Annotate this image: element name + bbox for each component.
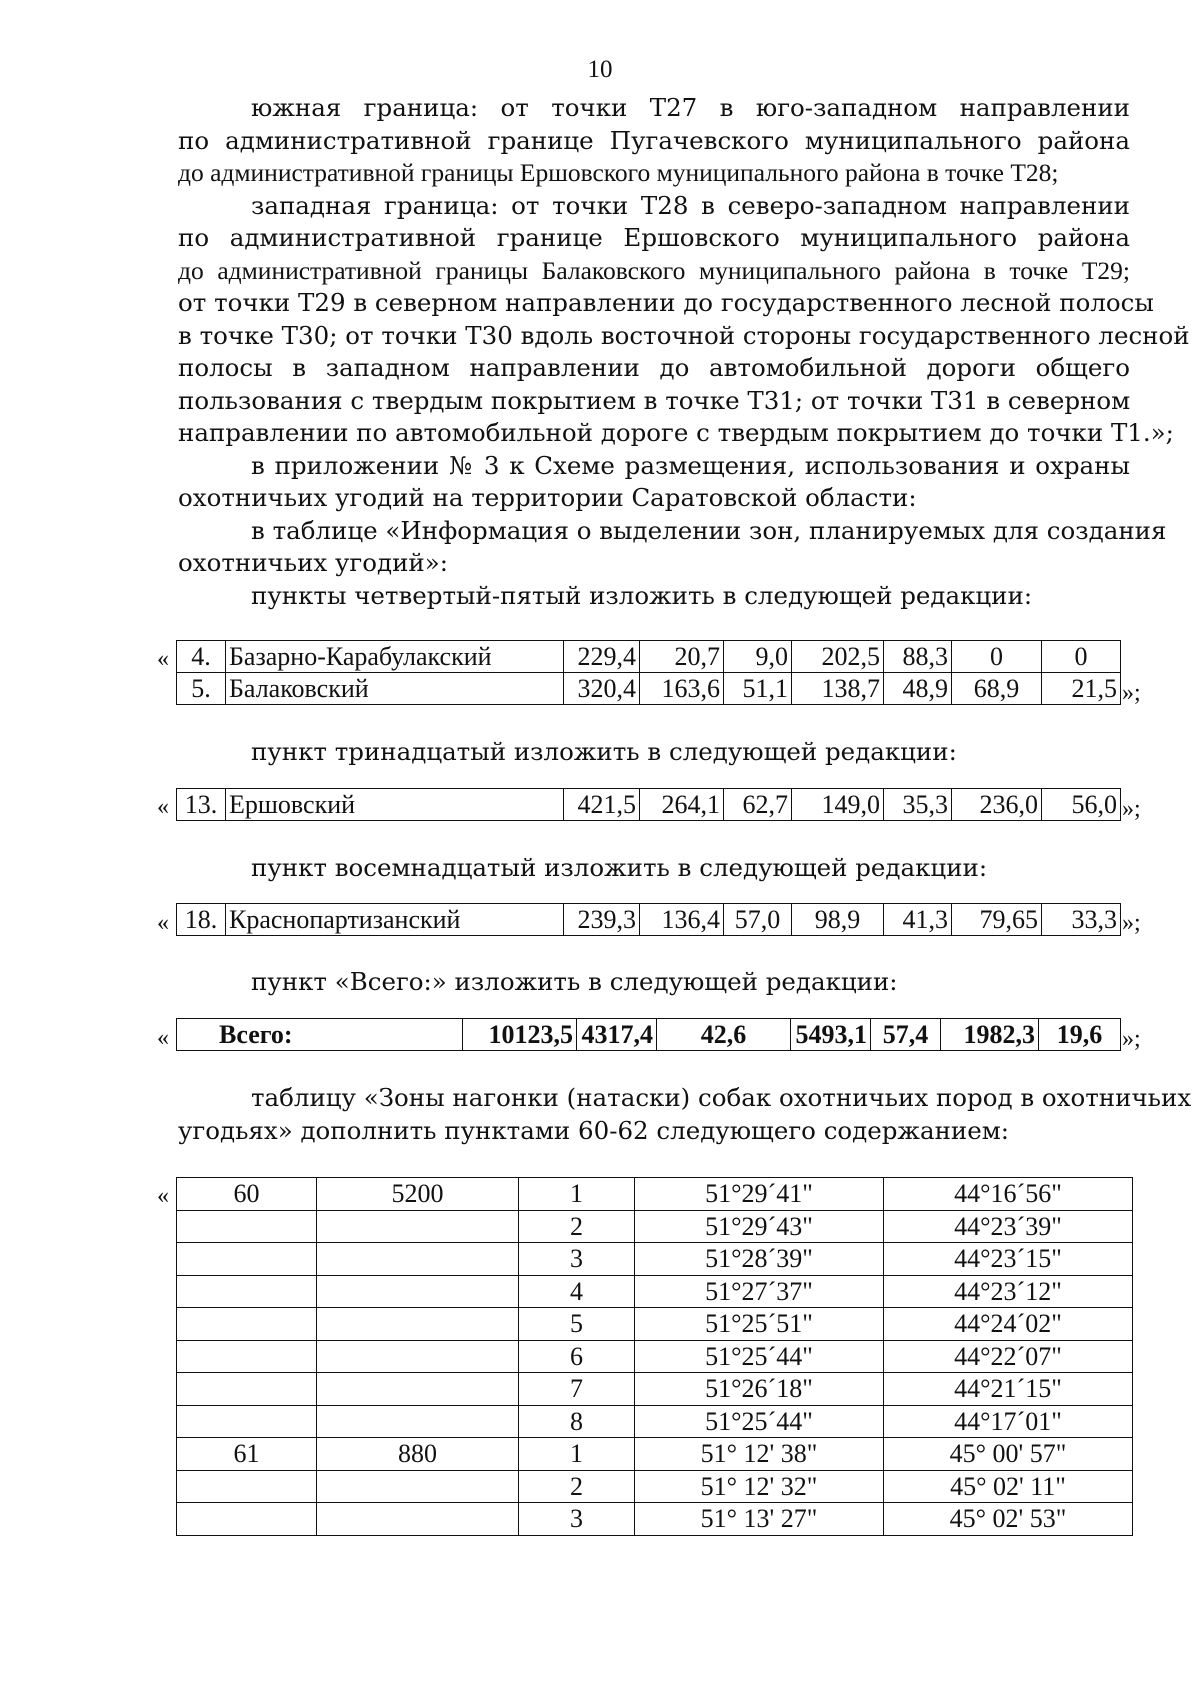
table-cell — [177, 1373, 317, 1406]
table-cell — [317, 1210, 519, 1243]
table-cell: 20,7 — [640, 641, 724, 673]
text-line: в таблице «Информация о выделении зон, планируемых для создания — [251, 515, 1167, 545]
text-line: таблицу «Зоны нагонки (натаски) собак охотничьих пород в охотничьих — [251, 1083, 1192, 1112]
table-cell: 0 — [952, 641, 1042, 673]
table-cell: 44°22´07" — [884, 1340, 1133, 1373]
table-cell — [317, 1308, 519, 1341]
table-cell: Всего: — [177, 1019, 463, 1051]
borders-text — [178, 92, 1190, 612]
table-cell: 51°25´44" — [635, 1405, 884, 1438]
table-cell: 1 — [519, 1438, 635, 1471]
table-cell: 41,3 — [884, 904, 952, 936]
text-line: южная граница: от точки Т27 в юго-западном направлении — [251, 93, 1130, 122]
table-cell: 149,0 — [792, 789, 884, 821]
table-cell: 2 — [519, 1470, 635, 1503]
table-cell: 138,7 — [792, 673, 884, 705]
table-cell: 61 — [177, 1438, 317, 1471]
instruction-13 — [178, 736, 1130, 769]
text-line: от точки Т29 в северном направлении до государственного лесной полосы — [178, 288, 1154, 317]
table-cell: 880 — [317, 1438, 519, 1471]
zones-table-18 — [176, 903, 1121, 936]
text-line: угодьях» дополнить пунктами 60-62 следующего содержанием: — [178, 1115, 1010, 1145]
close-quote: »; — [1122, 910, 1141, 936]
table-cell: 19,6 — [1039, 1019, 1121, 1051]
table-cell: 51°25´44" — [635, 1340, 884, 1373]
table-cell: 44°16´56" — [884, 1178, 1133, 1211]
table-cell: 21,5 — [1042, 673, 1121, 705]
table-cell: 236,0 — [952, 789, 1042, 821]
table-cell: 35,3 — [884, 789, 952, 821]
table-cell — [177, 1405, 317, 1438]
open-quote: « — [157, 794, 169, 820]
table-cell: 56,0 — [1042, 789, 1121, 821]
table-cell: 44°23´12" — [884, 1275, 1133, 1308]
table-cell: Краснопартизанский — [226, 904, 564, 936]
table-cell — [317, 1275, 519, 1308]
table-row — [177, 673, 1121, 705]
text-line: направлении по автомобильной дороге с твердым покрытием до точки Т1.»; — [178, 418, 1174, 447]
table-cell: 51,1 — [724, 673, 792, 705]
table-cell: 2 — [519, 1210, 635, 1243]
table-cell: 4 — [519, 1275, 635, 1308]
open-quote: « — [157, 1025, 169, 1051]
table-cell: 163,6 — [640, 673, 724, 705]
table-cell: 1982,3 — [941, 1019, 1039, 1051]
table-cell — [177, 1340, 317, 1373]
table-row — [177, 1308, 1133, 1341]
zones-table-13 — [176, 788, 1121, 821]
table-cell: 51°27´37" — [635, 1275, 884, 1308]
table-cell: 45° 02' 53" — [884, 1503, 1133, 1536]
coordinates-table — [176, 1177, 1133, 1536]
open-quote: « — [157, 910, 169, 936]
table-cell: 4. — [177, 641, 226, 673]
table-cell: 51°26´18" — [635, 1373, 884, 1406]
table-cell: 7 — [519, 1373, 635, 1406]
table-cell: 45° 02' 11" — [884, 1470, 1133, 1503]
table-cell — [177, 1308, 317, 1341]
table-cell: 88,3 — [884, 641, 952, 673]
table-cell: 57,0 — [724, 904, 792, 936]
table-cell: 44°24´02" — [884, 1308, 1133, 1341]
open-quote: « — [157, 1183, 169, 1209]
table-cell: 60 — [177, 1178, 317, 1211]
table-row — [177, 1405, 1133, 1438]
table-cell: Балаковский — [226, 673, 564, 705]
table-cell: 62,7 — [724, 789, 792, 821]
instruction-total — [178, 966, 1130, 999]
table-row — [177, 1178, 1133, 1211]
table-row — [177, 1243, 1133, 1276]
table-row — [177, 1438, 1133, 1471]
text-line: до административной границы Балаковского муниципального района в точке Т29; — [178, 255, 1130, 285]
close-quote: »; — [1122, 796, 1141, 822]
table-cell: 1 — [519, 1178, 635, 1211]
table-cell — [317, 1503, 519, 1536]
close-quote: »; — [1122, 680, 1141, 706]
table-cell: 48,9 — [884, 673, 952, 705]
table-row — [177, 1503, 1133, 1536]
table-cell: 421,5 — [564, 789, 640, 821]
table-cell: 239,3 — [564, 904, 640, 936]
table-cell: 3 — [519, 1243, 635, 1276]
text-line: пользования с твердым покрытием в точке Т31; от точки Т31 в северном — [178, 385, 1131, 415]
table-cell: 5. — [177, 673, 226, 705]
table-cell: 51° 13' 27" — [635, 1503, 884, 1536]
table-row — [177, 1340, 1133, 1373]
table-cell: 229,4 — [564, 641, 640, 673]
table-cell: 79,65 — [952, 904, 1042, 936]
table-cell: 10123,5 — [463, 1019, 577, 1051]
open-quote: « — [157, 646, 169, 672]
table-cell: 0 — [1042, 641, 1121, 673]
table-cell: Ершовский — [226, 789, 564, 821]
zones-table-4-5 — [176, 640, 1121, 705]
page-number: 10 — [587, 56, 613, 83]
table-cell: 136,4 — [640, 904, 724, 936]
table-cell: 44°17´01" — [884, 1405, 1133, 1438]
text-line: западная граница: от точки Т28 в северо-западном направлении — [251, 190, 1130, 220]
table-cell: 9,0 — [724, 641, 792, 673]
table-cell: 8 — [519, 1405, 635, 1438]
table-cell: 51° 12' 32" — [635, 1470, 884, 1503]
table-cell — [177, 1470, 317, 1503]
table-cell: 33,3 — [1042, 904, 1121, 936]
table-row — [177, 1373, 1133, 1406]
table-cell: 5200 — [317, 1178, 519, 1211]
table-cell: 3 — [519, 1503, 635, 1536]
table-cell: 51° 12' 38" — [635, 1438, 884, 1471]
table-cell: 13. — [177, 789, 226, 821]
table-cell: 45° 00' 57" — [884, 1438, 1133, 1471]
table-cell — [317, 1470, 519, 1503]
table-cell: 51°28´39" — [635, 1243, 884, 1276]
table-cell: 51°25´51" — [635, 1308, 884, 1341]
table-cell: 44°21´15" — [884, 1373, 1133, 1406]
text-line: до административной границы Ершовского муниципального района в точке Т28; — [178, 158, 1059, 187]
text-line: пункт «Всего:» изложить в следующей редакции: — [251, 967, 898, 996]
table-cell: 44°23´15" — [884, 1243, 1133, 1276]
table-row — [177, 904, 1121, 936]
table-cell: Базарно-Карабулакский — [226, 641, 564, 673]
table-cell: 42,6 — [657, 1019, 791, 1051]
table-cell: 51°29´41" — [635, 1178, 884, 1211]
text-line: охотничьих угодий»: — [178, 548, 448, 577]
zones-table-total — [176, 1018, 1121, 1051]
table-cell: 202,5 — [792, 641, 884, 673]
table-cell — [177, 1503, 317, 1536]
dogs-text — [178, 1082, 1192, 1147]
text-line: полосы в западном направлении до автомобильной дороги общего — [178, 353, 1130, 382]
instruction-18 — [178, 852, 1130, 885]
text-line: по административной границе Ершовского муниципального района — [178, 223, 1130, 252]
table-cell: 68,9 — [952, 673, 1042, 705]
close-quote: »; — [1122, 1026, 1141, 1052]
text-line: охотничьих угодий на территории Саратовской области: — [178, 483, 917, 512]
text-line: пункт тринадцатый изложить в следующей редакции: — [251, 737, 957, 766]
table-row — [177, 1019, 1121, 1051]
table-cell: 6 — [519, 1340, 635, 1373]
table-cell: 51°29´43" — [635, 1210, 884, 1243]
table-cell: 5493,1 — [791, 1019, 871, 1051]
table-cell: 98,9 — [792, 904, 884, 936]
text-line: в приложении № 3 к Схеме размещения, использования и охраны — [251, 450, 1130, 480]
table-cell: 4317,4 — [577, 1019, 657, 1051]
table-cell: 57,4 — [871, 1019, 941, 1051]
table-cell — [317, 1373, 519, 1406]
table-cell: 44°23´39" — [884, 1210, 1133, 1243]
text-line: по административной границе Пугачевского муниципального района — [178, 125, 1130, 155]
table-row — [177, 1470, 1133, 1503]
table-row — [177, 1275, 1133, 1308]
table-cell — [177, 1210, 317, 1243]
table-row — [177, 789, 1121, 821]
table-cell: 5 — [519, 1308, 635, 1341]
table-row — [177, 641, 1121, 673]
text-line: в точке Т30; от точки Т30 вдоль восточной стороны государственного лесной — [178, 320, 1190, 350]
table-cell — [317, 1243, 519, 1276]
table-cell — [317, 1340, 519, 1373]
table-row — [177, 1210, 1133, 1243]
table-cell: 264,1 — [640, 789, 724, 821]
table-cell — [317, 1405, 519, 1438]
table-cell — [177, 1275, 317, 1308]
table-cell — [177, 1243, 317, 1276]
text-line: пункт восемнадцатый изложить в следующей редакции: — [251, 853, 988, 882]
text-line: пункты четвертый-пятый изложить в следующей редакции: — [251, 580, 1033, 610]
table-cell: 18. — [177, 904, 226, 936]
table-cell: 320,4 — [564, 673, 640, 705]
